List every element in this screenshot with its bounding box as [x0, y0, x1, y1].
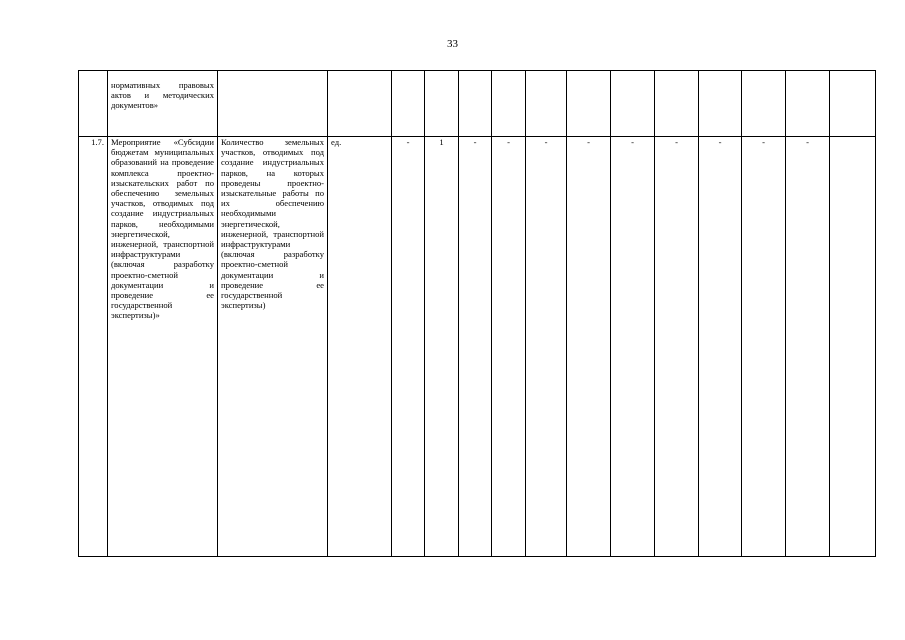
- row-number-cell: 1.7.: [79, 137, 108, 557]
- page-number: 33: [447, 38, 458, 50]
- indicator-cell: Количество земельных участков, отводимых под создание индустриальных парков, на которых проведены проектно-изыскательные работы по их обеспечению необходимыми энергетической, инженерной, транспортной инфраструктурами (включая разработку проектно-сметной документации и проведение ее государственной экспертизы): [218, 137, 328, 557]
- value-cell: [459, 71, 492, 137]
- unit-cell: ед.: [328, 137, 392, 557]
- value-cell: [425, 71, 459, 137]
- value-cell: -: [526, 137, 567, 557]
- unit-cell: [328, 71, 392, 137]
- value-cell: -: [742, 137, 786, 557]
- value-cell: -: [392, 137, 425, 557]
- value-cell: 1: [425, 137, 459, 557]
- value-cell: [830, 137, 876, 557]
- table-row: [79, 137, 876, 557]
- value-cell: [392, 71, 425, 137]
- value-cell: -: [567, 137, 611, 557]
- value-cell: -: [459, 137, 492, 557]
- value-cell: [655, 71, 699, 137]
- value-cell: [786, 71, 830, 137]
- value-cell: [492, 71, 526, 137]
- value-cell: -: [699, 137, 742, 557]
- row-number-cell: [79, 71, 108, 137]
- value-cell: [830, 71, 876, 137]
- value-cell: [742, 71, 786, 137]
- value-cell: -: [786, 137, 830, 557]
- value-cell: [611, 71, 655, 137]
- value-cell: [699, 71, 742, 137]
- activity-cell: Мероприятие «Субсидии бюджетам муниципальных образований на проведение комплекса проектно-изыскательских работ по обеспечению земельных участков, отводимых под создание индустриальных парков, необходимыми энергетической, инженерной, транспортной инфраструктурами (включая разработку проектно-сметной документации и проведение ее государственной экспертизы)»: [108, 137, 218, 557]
- table-row: [79, 71, 876, 137]
- program-table: [78, 70, 876, 557]
- value-cell: -: [611, 137, 655, 557]
- value-cell: [567, 71, 611, 137]
- value-cell: [526, 71, 567, 137]
- activity-cell: нормативных правовых актов и методических документов»: [108, 71, 218, 137]
- value-cell: -: [655, 137, 699, 557]
- value-cell: -: [492, 137, 526, 557]
- indicator-cell: [218, 71, 328, 137]
